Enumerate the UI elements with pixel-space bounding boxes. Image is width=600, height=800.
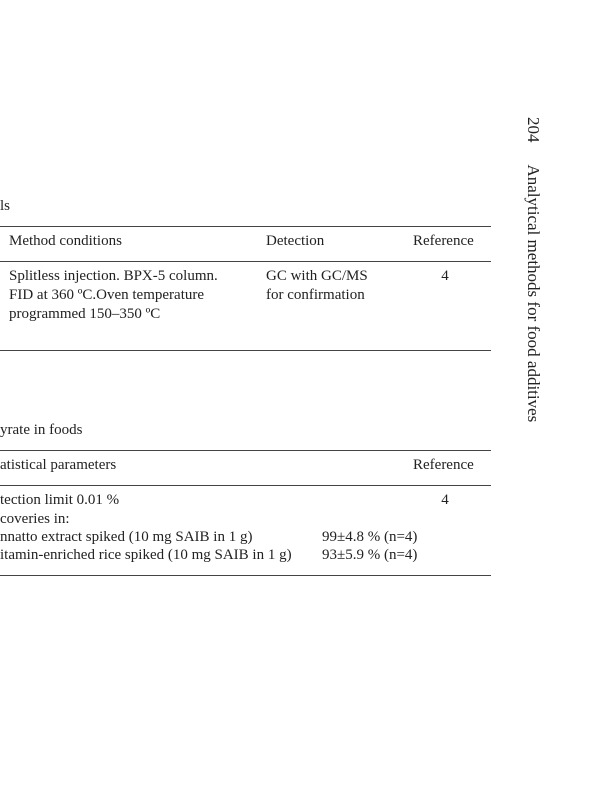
table1-detection-line-1: GC with GC/MS	[266, 268, 368, 284]
page-number: 204	[524, 117, 543, 143]
table2-header-reference: Reference	[413, 457, 474, 473]
table2-line-detection-limit: tection limit 0.01 %	[0, 492, 120, 508]
table2-bottom-rule	[0, 575, 491, 576]
table1-method-line-2: FID at 360 ºC.Oven temperature	[9, 287, 205, 303]
table1-header-rule	[0, 261, 491, 262]
table1-top-rule	[0, 226, 491, 227]
table2-reference: 4	[441, 492, 449, 508]
table1-reference: 4	[441, 268, 449, 284]
table2-recovery-annatto: 99±4.8 % (n=4)	[322, 529, 418, 545]
table2-header-rule	[0, 485, 491, 486]
table1-header-reference: Reference	[413, 233, 474, 249]
table1-caption: ls	[0, 198, 11, 214]
table1-method-line-1: Splitless injection. BPX-5 column.	[9, 268, 218, 284]
table2-header-statistical-parameters: atistical parameters	[0, 457, 117, 473]
running-header	[521, 117, 545, 447]
table2-line-recoveries: coveries in:	[0, 511, 70, 527]
table2-line-rice: itamin-enriched rice spiked (10 mg SAIB in 1 g)	[0, 547, 292, 563]
book-title: Analytical methods for food additives	[524, 164, 543, 423]
table1-bottom-rule	[0, 350, 491, 351]
table2-recovery-rice: 93±5.9 % (n=4)	[322, 547, 418, 563]
table1-header-method-conditions: Method conditions	[9, 233, 122, 249]
table1-detection-line-2: for confirmation	[266, 287, 365, 303]
table1-method-line-3: programmed 150–350 ºC	[9, 306, 161, 322]
table2-top-rule	[0, 450, 491, 451]
table2-line-annatto: nnatto extract spiked (10 mg SAIB in 1 g)	[0, 529, 253, 545]
table1-header-detection: Detection	[266, 233, 325, 249]
table2-caption: yrate in foods	[0, 422, 83, 438]
